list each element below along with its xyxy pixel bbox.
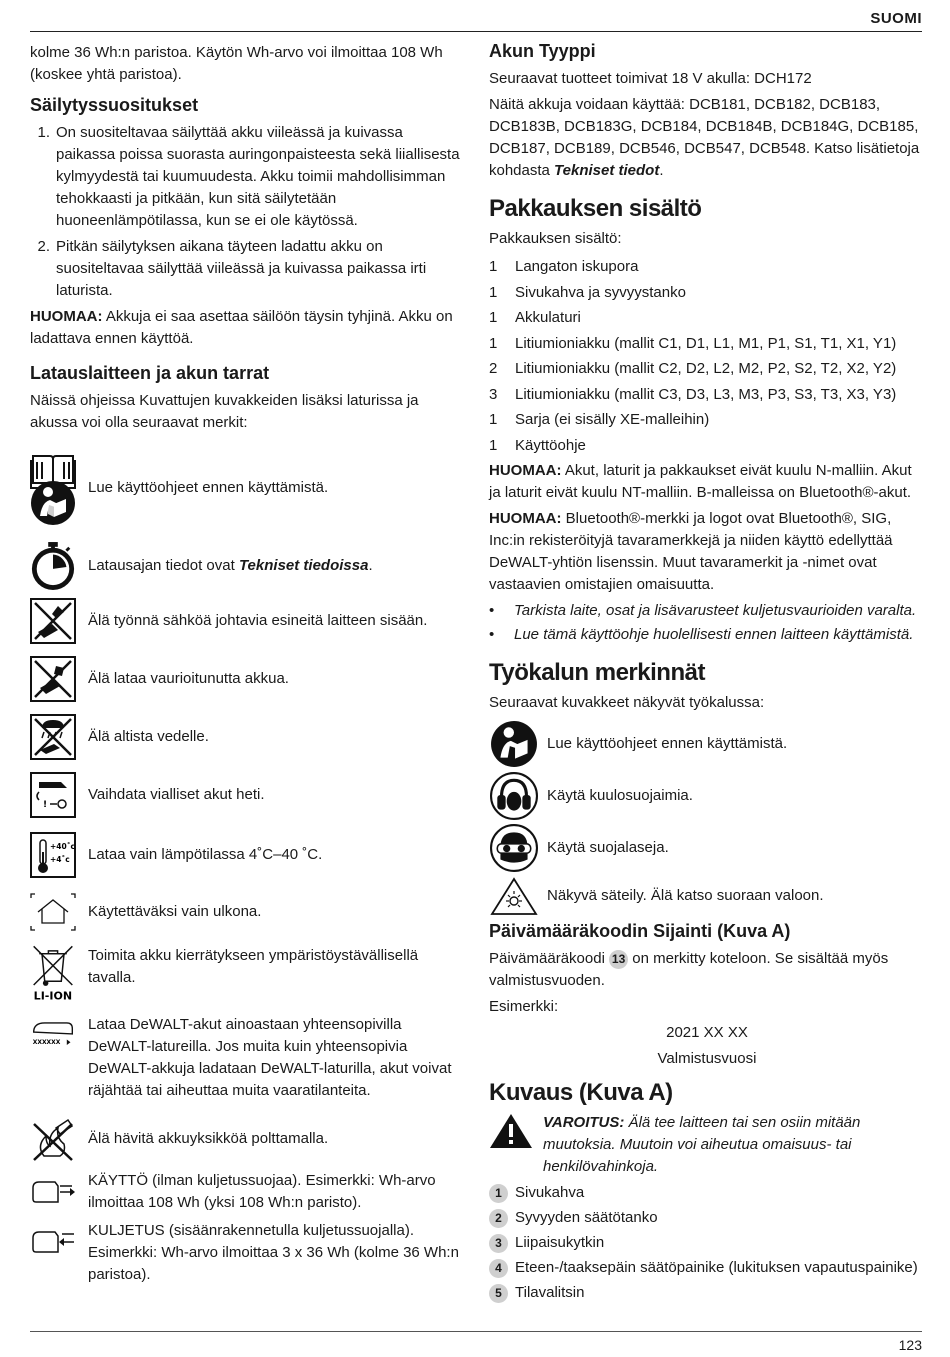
- list-item: 5 Tilavalitsin: [489, 1282, 925, 1304]
- symbol-text: Lue käyttöohjeet ennen käyttämistä.: [88, 479, 329, 496]
- list-number: 2.: [37, 238, 50, 255]
- header-rule: [30, 31, 922, 32]
- list-item: 1 Sivukahva: [489, 1182, 925, 1204]
- symbol-row: [30, 1014, 462, 1102]
- list-item: 1 Sarja (ei sisälly XE-malleihin): [489, 411, 710, 428]
- language-label: SUOMI: [870, 10, 922, 27]
- symbol-text: Näkyvä säteily. Älä katso suoraan valoon.: [547, 887, 824, 904]
- date-code-text: Päivämääräkoodi 13 on merkitty koteloon. Se sisältää myös valmistusvuoden.: [489, 950, 889, 989]
- footer-rule: [30, 1331, 922, 1332]
- eye-protection-icon: [489, 824, 539, 872]
- package-note-1: HUOMAA: Akut, laturit ja pakkaukset eivät kuulu N-malliin. Akut ja laturit eivät kuulu NT-malliin. B-malleissa on Bluetooth®-akut.: [489, 462, 912, 501]
- list-item: 1 Käyttöohje: [489, 436, 586, 454]
- symbol-row: [30, 656, 462, 702]
- indoor-use-icon: [30, 892, 76, 932]
- intro-text: kolme 36 Wh:n paristoa. Käytön Wh-arvo voi ilmoittaa 108 Wh (koskee yhtä paristoa).: [30, 44, 443, 83]
- symbol-text: Älä työnnä sähköä johtavia esineitä laitteen sisään.: [88, 612, 428, 629]
- symbol-row: [489, 772, 925, 820]
- list-item: 3 Litiumioniakku (mallit C3, D3, L3, M3, P3, S3, T3, X3, Y3): [489, 385, 897, 403]
- package-heading: Pakkauksen sisältö: [489, 195, 702, 222]
- svg-text:XXXXXX: XXXXXX: [32, 1039, 61, 1047]
- bullet-item: • Lue tämä käyttöohje huolellisesti ennen laitteen käyttämistä.: [489, 626, 914, 643]
- thermometer-icon: [30, 832, 76, 878]
- symbol-text: Lataa DeWALT-akut ainoastaan yhteensopivilla DeWALT-latureilla. Jos muita kuin yhteensopivia DeWALT-akkuja ladataan DeWALT-laturilla, akut voivat räjähtää tai aiheuttaa muita vaaratilanteita.: [88, 1016, 452, 1099]
- labels-intro: Näissä ohjeissa Kuvattujen kuvakkeiden lisäksi laturissa ja akussa voi olla seuraavat merkit:: [30, 392, 419, 431]
- bullet-item: • Tarkista laite, osat ja lisävarusteet kuljetusvaurioiden varalta.: [489, 602, 917, 619]
- list-item: 1 Sivukahva ja syvyystanko: [489, 283, 686, 301]
- charger-icon: [30, 1018, 76, 1048]
- no-water-icon: [30, 714, 76, 760]
- symbol-row: [30, 598, 462, 644]
- svg-text:!: !: [43, 800, 48, 810]
- symbol-row: [30, 480, 462, 526]
- date-code-heading: Päivämääräkoodin Sijainti (Kuva A): [489, 921, 791, 941]
- symbol-text: Älä altista vedelle.: [88, 728, 209, 745]
- symbol-row: [30, 1116, 462, 1162]
- svg-text:+40˚c: +40˚c: [50, 842, 75, 851]
- list-text: Pitkän säilytyksen aikana täyteen ladattu akku on suositeltavaa säilyttää viileässä ja kuivassa paikassa irti laturista.: [56, 238, 427, 299]
- symbol-text: KULJETUS (sisäänrakennetulla kuljetussuojalla). Esimerkki: Wh-arvo ilmoittaa 3 x 36 Wh (kolme 36 Wh:n paristoa).: [88, 1222, 459, 1283]
- symbol-text: Älä lataa vaurioitunutta akkua.: [88, 670, 289, 687]
- symbol-row: [489, 876, 925, 916]
- svg-text:+4˚c: +4˚c: [50, 855, 70, 864]
- right-column: [489, 40, 925, 1307]
- tool-markings-heading: Työkalun merkinnät: [489, 659, 705, 686]
- list-number: 1.: [37, 124, 50, 141]
- symbol-row: [30, 892, 462, 932]
- symbol-row: [30, 1220, 462, 1286]
- storage-list: [30, 122, 462, 302]
- symbol-row: [30, 940, 462, 1006]
- note-label: HUOMAA:: [30, 308, 103, 325]
- symbol-text: Latausajan tiedot ovat Tekniset tiedoissa.: [88, 557, 373, 574]
- no-conductive-objects-icon: [30, 598, 76, 644]
- callout-badge: 2: [489, 1209, 508, 1228]
- example-label: Esimerkki:: [489, 998, 559, 1015]
- symbol-text: Käytä kuulosuojaimia.: [547, 787, 693, 804]
- symbol-text: Älä hävitä akkuyksikköä polttamalla.: [88, 1130, 329, 1147]
- page-number: 123: [898, 1337, 922, 1353]
- callout-badge: 5: [489, 1284, 508, 1303]
- symbol-row: [489, 824, 925, 872]
- callout-badge: 1: [489, 1184, 508, 1203]
- battery-type-line2: Näitä akkuja voidaan käyttää: DCB181, DCB182, DCB183, DCB183B, DCB183G, DCB184, DCB184B, DCB184G, DCB185, DCB187, DCB189, DCB546, DCB547, DCB548. Katso lisätietoja kohdasta Tekniset tiedot.: [489, 96, 920, 179]
- symbol-row: [30, 540, 462, 592]
- list-item: 1 Langaton iskupora: [489, 258, 639, 275]
- symbol-text: Käytä suojalaseja.: [547, 839, 669, 856]
- labels-heading: Latauslaitteen ja akun tarrat: [30, 363, 270, 383]
- symbol-text: Käytettäväksi vain ulkona.: [88, 903, 262, 920]
- example-value: 2021 XX XX: [666, 1024, 748, 1041]
- symbol-row: [30, 832, 462, 878]
- warning-text: VAROITUS: Älä tee laitteen tai sen osiin mitään muutoksia. Muutoin voi aiheutua omaisuus- tai henkilövahinkoja.: [543, 1114, 861, 1175]
- callout-badge: 3: [489, 1234, 508, 1253]
- list-text: On suositeltavaa säilyttää akku viileässä ja kuivassa paikassa poissa suorasta auringonpaisteesta sekä liiallisesta kylmyydestä tai kuumuudesta. Akku toimii mahdollisimman tehokkaasti ja pitkään, kun sitä säilytetään huoneenlämpötilassa, kun se ei ole käytössä.: [56, 124, 460, 229]
- list-item: 1 Litiumioniakku (mallit C1, D1, L1, M1, P1, S1, T1, X1, Y1): [489, 334, 897, 352]
- recycle-bin-icon: [30, 940, 76, 1006]
- description-heading: Kuvaus (Kuva A): [489, 1079, 673, 1106]
- symbol-text: KÄYTTÖ (ilman kuljetussuojaa). Esimerkki: Wh-arvo ilmoittaa 108 Wh (yksi 108 Wh:n paristo).: [88, 1172, 436, 1211]
- package-note-2: HUOMAA: Bluetooth®-merkki ja logot ovat Bluetooth®, SIG, Inc:in rekisteröityjä tavaramerkkejä ja niiden käyttö edellyttää DeWALT-yhtiön lisenssin. Muut tavaramerkit ja -nimet ovat vastaavien omistajien omaisuutta.: [489, 510, 893, 593]
- list-item: 1 Akkulaturi: [489, 309, 581, 326]
- symbol-text: Toimita akku kierrätykseen ympäristöystävällisellä tavalla.: [88, 947, 419, 986]
- symbol-row: [30, 772, 462, 818]
- symbol-text: Lue käyttöohjeet ennen käyttämistä.: [547, 735, 788, 752]
- symbol-row: [30, 1170, 462, 1214]
- radiation-warning-icon: [489, 876, 539, 916]
- replace-cords-icon: [30, 772, 76, 818]
- read-manual-icon: [30, 480, 76, 526]
- package-intro: Pakkauksen sisältö:: [489, 230, 622, 247]
- storage-heading: Säilytyssuositukset: [30, 95, 199, 115]
- symbol-text: Vaihdata vialliset akut heti.: [88, 786, 265, 803]
- callout-badge: 4: [489, 1259, 508, 1278]
- package-list: [489, 256, 925, 457]
- battery-type-heading: Akun Tyyppi: [489, 41, 596, 61]
- list-item: 2 Litiumioniakku (mallit C2, D2, L2, M2, P2, S2, T2, X2, Y2): [489, 360, 897, 377]
- parts-list: [489, 1182, 925, 1304]
- no-damaged-battery-icon: [30, 656, 76, 702]
- example-caption: Valmistusvuosi: [657, 1050, 757, 1067]
- read-manual-icon: [489, 720, 539, 768]
- use-mode-icon: [30, 1178, 76, 1206]
- symbol-row: [30, 714, 462, 760]
- no-fire-icon: [30, 1116, 76, 1162]
- list-item: [30, 122, 462, 232]
- svg-text:LI-ION: LI-ION: [33, 989, 73, 1003]
- stopwatch-icon: [30, 540, 76, 592]
- list-item: 4 Eteen-/taaksepäin säätöpainike (lukituksen vapautuspainike): [489, 1257, 925, 1279]
- warning-triangle-icon: [489, 1112, 535, 1150]
- symbol-row: [489, 720, 925, 768]
- transport-mode-icon: [30, 1228, 76, 1256]
- warning-block: [489, 1112, 925, 1178]
- callout-badge: 13: [609, 950, 628, 969]
- list-item: 2 Syvyyden säätötanko: [489, 1207, 925, 1229]
- list-item: [30, 236, 462, 302]
- tool-markings-intro: Seuraavat kuvakkeet näkyvät työkalussa:: [489, 694, 765, 711]
- ear-protection-icon: [489, 772, 539, 820]
- storage-note: [30, 306, 462, 350]
- symbol-text: Lataa vain lämpötilassa 4˚C–40 ˚C.: [88, 846, 323, 863]
- note-text: Akkuja ei saa asettaa säilöön täysin tyhjinä. Akku on ladattava ennen käyttöä.: [30, 308, 453, 347]
- battery-type-line1: Seuraavat tuotteet toimivat 18 V akulla: DCH172: [489, 70, 812, 87]
- list-item: 3 Liipaisukytkin: [489, 1232, 925, 1254]
- left-column: [30, 42, 462, 1286]
